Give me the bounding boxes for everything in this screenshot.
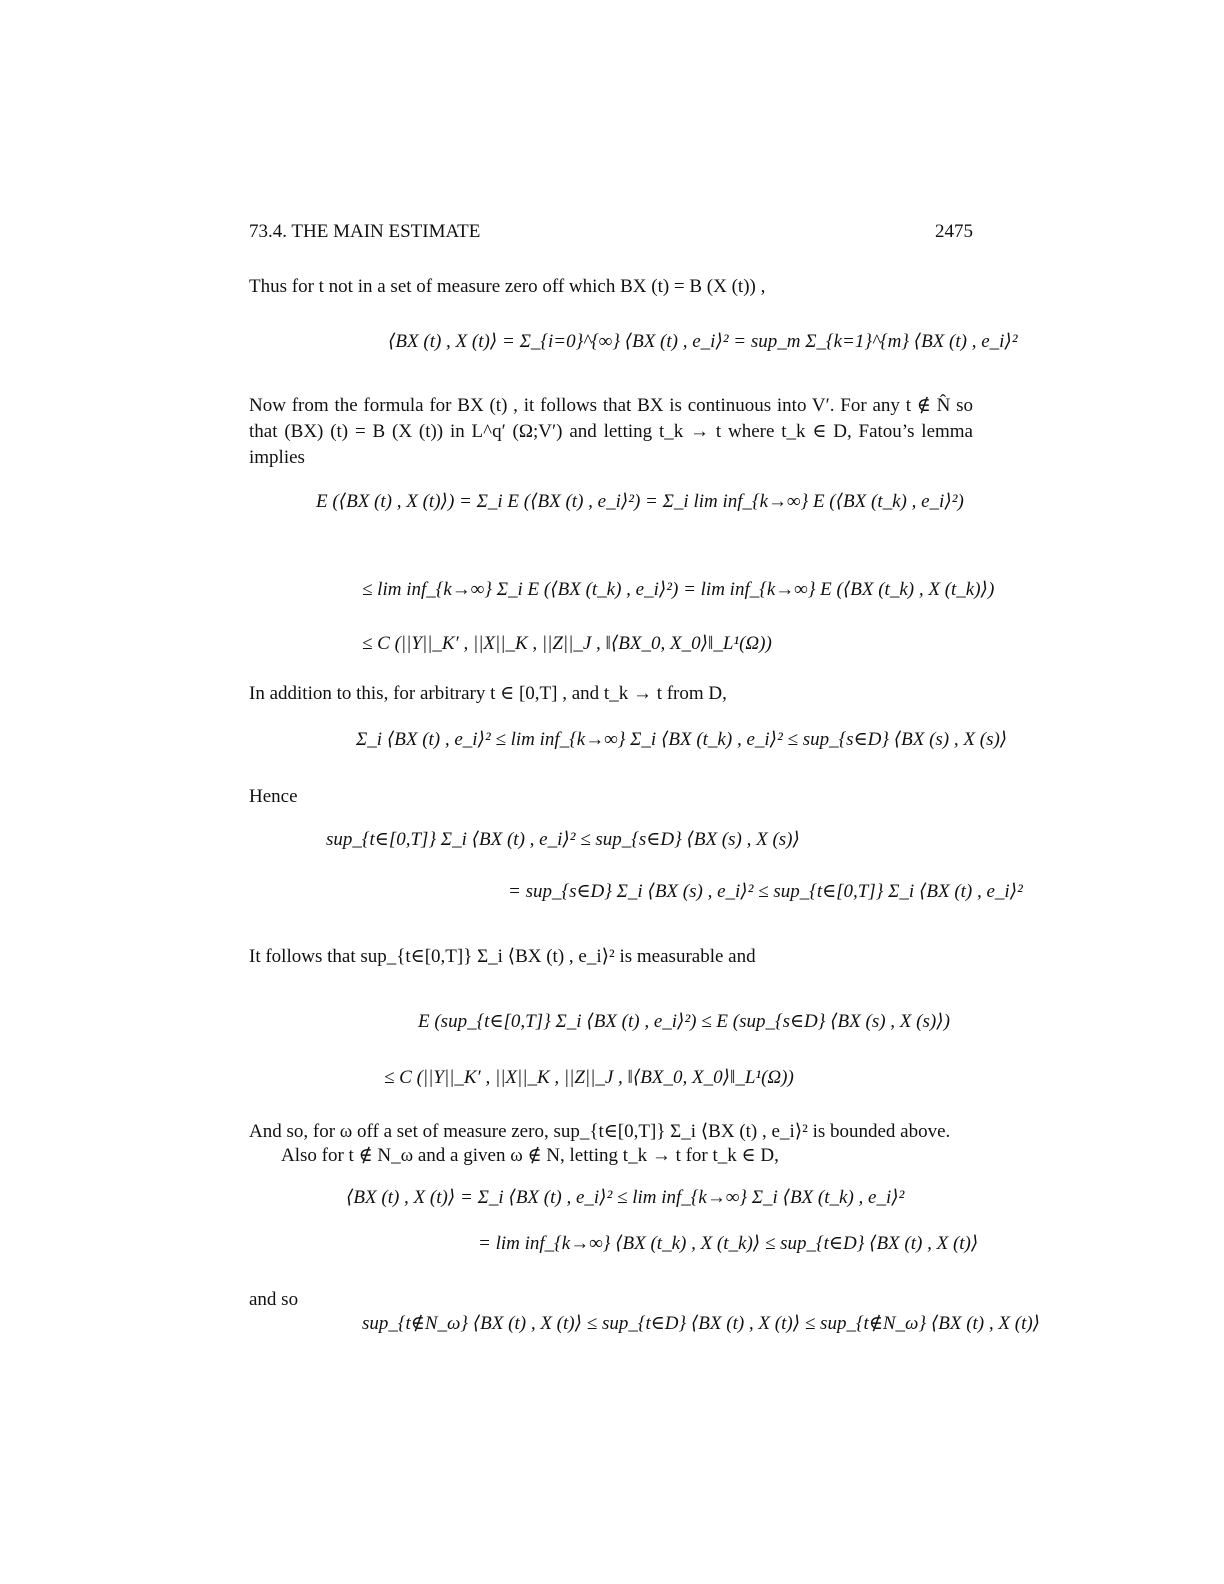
equation-2-text: E (⟨BX (t) , X (t)⟩) = Σ_i E (⟨BX (t) , e_i⟩²) = Σ_i lim inf_{k→∞} E (⟨BX (t_k) , e_i⟩²) [316,491,964,512]
paragraph-6 [249,1120,973,1144]
equation-6 [326,828,800,852]
paragraph-5 [249,945,973,969]
equation-10 [346,1186,904,1210]
equation-12 [362,1312,1040,1336]
equation-3-text: ≤ lim inf_{k→∞} Σ_i E (⟨BX (t_k) , e_i⟩²) = lim inf_{k→∞} E (⟨BX (t_k) , X (t_k)⟩) [362,579,995,600]
paragraph-1 [249,275,973,299]
running-header [249,220,973,244]
paragraph-2-text: Now from the formula for BX (t) , it follows that BX is continuous into V′. For any t ∉ N̂ so that (BX) (t) = B (X (t)) in L^q′ (Ω;V′) and letting t_k → t where t_k ∈ D, Fatou’s lemma implies [249,395,973,468]
equation-5 [356,728,1007,752]
paragraph-8-text: and so [249,1289,299,1310]
paragraph-6-text: And so, for ω off a set of measure zero, sup_{t∈[0,T]} Σ_i ⟨BX (t) , e_i⟩² is bounded above. [249,1121,951,1142]
equation-6-text: sup_{t∈[0,T]} Σ_i ⟨BX (t) , e_i⟩² ≤ sup_{s∈D} ⟨BX (s) , X (s)⟩ [326,829,800,850]
equation-9 [384,1066,794,1090]
equation-4-text: ≤ C (||Y||_K′ , ||X||_K , ||Z||_J , ‖⟨BX_0, X_0⟩‖_L¹(Ω)) [362,633,772,654]
paragraph-8 [249,1288,973,1312]
equation-7-text: = sup_{s∈D} Σ_i ⟨BX (s) , e_i⟩² ≤ sup_{t∈[0,T]} Σ_i ⟨BX (t) , e_i⟩² [508,881,1023,902]
paragraph-2 [249,393,973,471]
paragraph-4-text: Hence [249,786,298,807]
equation-2 [316,490,964,514]
page-number: 2475 [935,221,973,242]
section-title: 73.4. THE MAIN ESTIMATE [249,221,481,242]
equation-8-text: E (sup_{t∈[0,T]} Σ_i ⟨BX (t) , e_i⟩²) ≤ E (sup_{s∈D} ⟨BX (s) , X (s)⟩) [418,1011,950,1032]
paragraph-7-text: Also for t ∉ N_ω and a given ω ∉ N, letting t_k → t for t_k ∈ D, [281,1145,779,1166]
equation-5-text: Σ_i ⟨BX (t) , e_i⟩² ≤ lim inf_{k→∞} Σ_i ⟨BX (t_k) , e_i⟩² ≤ sup_{s∈D} ⟨BX (s) , X (s)⟩ [356,729,1008,750]
paragraph-3-text: In addition to this, for arbitrary t ∈ [0,T] , and t_k → t from D, [249,683,727,704]
paragraph-3 [249,682,973,706]
paragraph-5-text: It follows that sup_{t∈[0,T]} Σ_i ⟨BX (t) , e_i⟩² is measurable and [249,946,756,967]
equation-8 [418,1010,950,1034]
equation-1 [388,330,1018,354]
equation-9-text: ≤ C (||Y||_K′ , ||X||_K , ||Z||_J , ‖⟨BX_0, X_0⟩‖_L¹(Ω)) [384,1067,794,1088]
equation-12-text: sup_{t∉N_ω} ⟨BX (t) , X (t)⟩ ≤ sup_{t∈D} ⟨BX (t) , X (t)⟩ ≤ sup_{t∉N_ω} ⟨BX (t) , X (t)⟩ [362,1313,1041,1334]
equation-11 [478,1232,978,1256]
equation-3 [362,578,994,602]
equation-7 [508,880,1023,904]
equation-4 [362,632,772,656]
equation-1-text: ⟨BX (t) , X (t)⟩ = Σ_{i=0}^{∞} ⟨BX (t) , e_i⟩² = sup_m Σ_{k=1}^{m} ⟨BX (t) , e_i⟩² [388,331,1018,352]
paragraph-1-text: Thus for t not in a set of measure zero off which BX (t) = B (X (t)) , [249,276,766,297]
paragraph-7 [249,1144,973,1168]
equation-10-text: ⟨BX (t) , X (t)⟩ = Σ_i ⟨BX (t) , e_i⟩² ≤ lim inf_{k→∞} Σ_i ⟨BX (t_k) , e_i⟩² [346,1187,905,1208]
paragraph-4 [249,785,973,809]
equation-11-text: = lim inf_{k→∞} ⟨BX (t_k) , X (t_k)⟩ ≤ sup_{t∈D} ⟨BX (t) , X (t)⟩ [478,1233,979,1254]
